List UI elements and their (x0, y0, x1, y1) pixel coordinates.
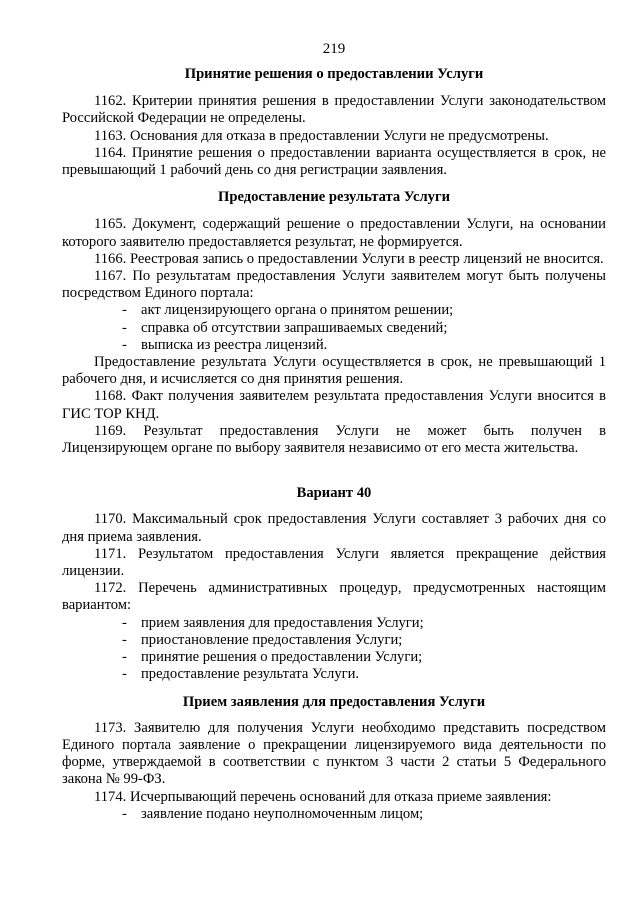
paragraph-1163: 1163. Основания для отказа в предоставлении Услуги не предусмотрены. (94, 127, 549, 144)
paragraph-1165: 1165. Документ, содержащий решение о предоставлении Услуги, на основании которого заявителю предоставляется результат, не формируется. (62, 216, 606, 250)
document-page (62, 40, 606, 823)
section-heading-application: Прием заявления для предоставления Услуги (182, 693, 486, 710)
paragraph-result-term: Предоставление результата Услуги осуществляется в срок, не превышающий 1 рабочего дня, и исчисляется со дня принятия решения. (62, 354, 606, 388)
paragraph-1168: 1168. Факт получения заявителем результата предоставления Услуги вносится в ГИС ТОР КНД. (62, 388, 606, 422)
list-item: - приостановление предоставления Услуги; (122, 632, 606, 649)
paragraph-1172: 1172. Перечень административных процедур, предусмотренных настоящим вариантом: (62, 580, 606, 614)
list-item: - предоставление результата Услуги. (122, 666, 606, 683)
list-1172 (62, 615, 606, 684)
paragraph-1170: 1170. Максимальный срок предоставления Услуги составляет 3 рабочих дня со дня приема заявления. (62, 511, 606, 545)
page-number: 219 (322, 41, 346, 57)
section-heading-result: Предоставление результата Услуги (218, 189, 450, 206)
list-item: - принятие решения о предоставлении Услуги; (122, 649, 606, 666)
paragraph-1169: 1169. Результат предоставления Услуги не может быть получен в Лицензирующем органе по выбору заявителя независимо от его места жительства. (62, 422, 606, 457)
section-heading-variant-40: Вариант 40 (296, 485, 372, 502)
section-heading-decision: Принятие решения о предоставлении Услуги (184, 66, 484, 82)
paragraph-1167: 1167. По результатам предоставления Услуги заявителем могут быть получены посредством Единого портала: (62, 268, 606, 302)
paragraph-1173: 1173. Заявителю для получения Услуги необходимо представить посредством Единого портала заявление о прекращении лицензируемого вида деятельности по форме, утверждаемой в соответствии с пунктом 3 части 2 статьи 5 Федерального закона № 99-ФЗ. (62, 719, 606, 788)
list-1174 (62, 806, 606, 823)
paragraph-1171: 1171. Результатом предоставления Услуги является прекращение действия лицензии. (62, 545, 606, 580)
paragraph-1166: 1166. Реестровая запись о предоставлении Услуги в реестр лицензий не вносится. (94, 250, 604, 267)
paragraph-1164: 1164. Принятие решения о предоставлении варианта осуществляется в срок, не превышающий 1 рабочий день со дня регистрации заявления. (62, 144, 606, 179)
paragraph-1162: 1162. Критерии принятия решения в предоставлении Услуги законодательством Российской Федерации не определены. (62, 93, 606, 127)
list-item: - акт лицензирующего органа о принятом решении; (122, 302, 606, 319)
list-item: - прием заявления для предоставления Услуги; (122, 615, 606, 632)
paragraph-1174: 1174. Исчерпывающий перечень оснований для отказа приеме заявления: (94, 788, 552, 805)
list-item: - справка об отсутствии запрашиваемых сведений; (122, 320, 606, 337)
list-item: - заявление подано неуполномоченным лицом; (122, 806, 606, 823)
list-item: - выписка из реестра лицензий. (122, 337, 606, 354)
list-1167 (62, 302, 606, 354)
